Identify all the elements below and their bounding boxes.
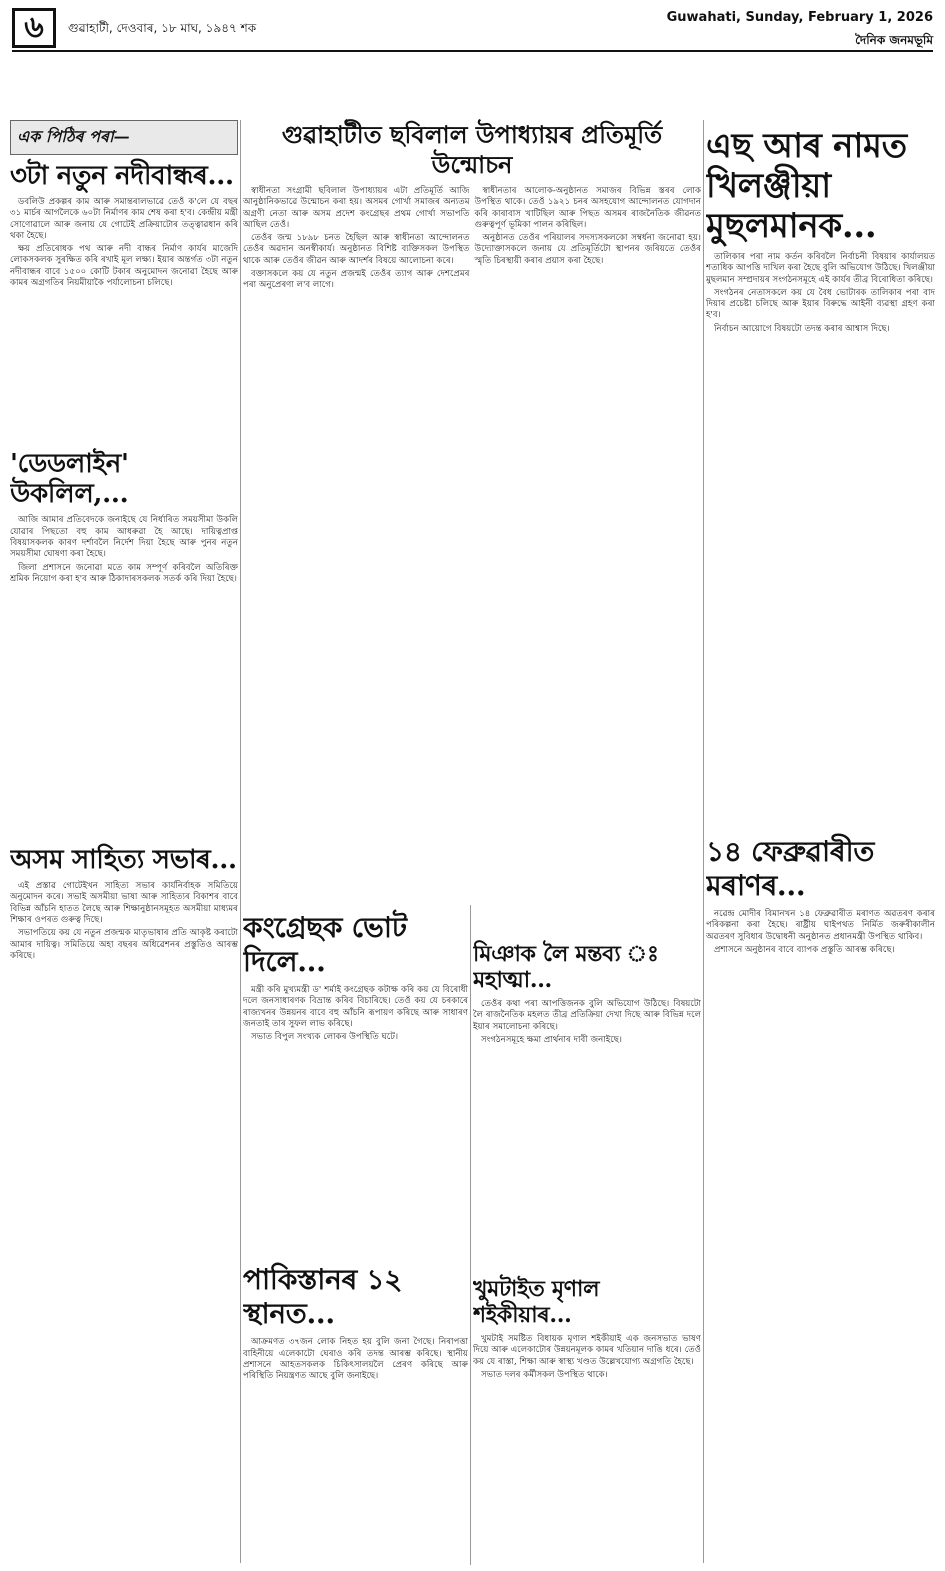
paragraph: নৱেন্দ্ৰ মোদীৰ বিমানখন ১৪ ফেব্ৰুৱাৰীত মৰাণত অৱতৰণ কৰাৰ পৰিকল্পনা কৰা হৈছে। ৰাষ্ট্ৰীয় ঘাইপথত নিৰ্মিত জৰুৰীকালীন অৱতৰণ সুবিধাৰ উদ্বোধনী অনুষ্ঠানত প্ৰধানমন্ত্ৰী উপস্থিত থাকিব।	[706, 909, 935, 942]
banner-body-left	[243, 186, 470, 294]
article-moran-landing	[706, 909, 935, 956]
column-divider	[703, 120, 704, 1563]
column-divider	[470, 905, 471, 1565]
headline-deadline: 'ডেডলাইন' উকলিল,...	[10, 449, 129, 510]
paragraph: সভাপতিয়ে কয় যে নতুন প্ৰজন্মক মাতৃভাষাৰ প্ৰতি আকৃষ্ট কৰাটো আমাৰ দায়িত্ব। সমিতিয়ে অহা বছৰৰ অধিৱেশনৰ প্ৰস্তুতিও আৰম্ভ কৰিছে।	[10, 928, 238, 961]
paragraph: ডবলিউ প্ৰকল্পৰ কাম আৰু সমান্তৰালভাৱে তেওঁ ক'লে যে বছৰ ৩১ মাৰ্চৰ আগলৈকে ৬০টা নিৰ্মাণৰ কাম শেষ কৰা হ'ব। কেন্দ্ৰীয় মন্ত্ৰী সোণোৱালে আৰু জনায় যে গোটেই প্ৰক্ৰিয়াটোৰ তত্ত্বাৱধান কৰি থকা হৈছে।	[10, 197, 238, 241]
headline-sir-muslims: এছ আৰ নামত খিলঞ্জীয়া মুছলমানক...	[706, 126, 907, 246]
paragraph: প্ৰশাসনে অনুষ্ঠানৰ বাবে ব্যাপক প্ৰস্তুতি আৰম্ভ কৰিছে।	[714, 944, 895, 955]
date-english: Guwahati, Sunday, February 1, 2026	[666, 10, 933, 25]
paragraph: আক্ৰমণত ৩৭জন লোক নিহত হয় বুলি জনা গৈছে। নিৰাপত্তা বাহিনীয়ে এলেকাটো ঘেৰাও কৰি তদন্ত আৰম্ভ কৰিছে। স্থানীয় প্ৰশাসনে আহতসকলক চিকিৎসালয়লৈ প্ৰেৰণ কৰিছে আৰু পৰিস্থিতি নিয়ন্ত্ৰণত আছে বুলি জনাইছে।	[243, 1337, 468, 1382]
headline-khumtai: খুমটাইত মৃণাল শইকীয়াৰ...	[473, 1276, 600, 1329]
paragraph: এই প্ৰস্তাৱ গোটেইখন সাহিত্য সভাৰ কাৰ্যনিৰ্বাহক সমিতিয়ে অনুমোদন কৰে। সভাই অসমীয়া ভাষা আৰু সাহিত্যৰ বিকাশৰ বাবে বিভিন্ন আঁচনি হাতত লৈছে আৰু শিক্ষানুষ্ঠানসমূহত অসমীয়া মাধ্যমৰ শিক্ষাৰ ওপৰত গুৰুত্ব দিছে।	[10, 881, 238, 926]
banner-headline: গুৱাহাটীত ছবিলাল উপাধ্যায়ৰ প্ৰতিমূৰ্তি উন্মোচন	[281, 120, 663, 179]
column-divider	[240, 120, 241, 1563]
paragraph: বক্তাসকলে কয় যে নতুন প্ৰজন্মই তেওঁৰ ত্যাগ আৰু দেশপ্ৰেমৰ পৰা অনুপ্ৰেৰণা ল'ব লাগে।	[243, 269, 470, 291]
page-number: ৬	[12, 8, 56, 48]
paragraph: সংগঠনৰ নেতাসকলে কয় যে বৈধ ভোটাৰক তালিকাৰ পৰা বাদ দিয়াৰ প্ৰচেষ্টা চলিছে আৰু ইয়াৰ বিৰুদ্ধে আইনী ব্যৱস্থা গ্ৰহণ কৰা হ'ব।	[706, 287, 935, 321]
paragraph: খুমটাই সমষ্টিত বিধায়ক মৃণাল শইকীয়াই এক জনসভাত ভাষণ দিয়ে আৰু এলেকাটোৰ উন্নয়নমূলক কামৰ খতিয়ান দাঙি ধৰে। তেওঁ কয় যে ৰাস্তা, শিক্ষা আৰু স্বাস্থ্য খণ্ডত উল্লেখযোগ্য অগ্ৰগতি হৈছে।	[473, 1334, 701, 1367]
paragraph: সংগঠনসমূহে ক্ষমা প্ৰাৰ্থনাৰ দাবী জনাইছে।	[481, 1034, 622, 1045]
date-assamese: গুৱাহাটী, দেওবাৰ, ১৮ মাঘ, ১৯৪৭ শক	[68, 21, 257, 35]
article-khumtai	[473, 1334, 701, 1381]
paragraph: স্বাধীনতা সংগ্ৰামী ছবিলাল উপাধ্যায়ৰ এটা প্ৰতিমূৰ্তি আজি আনুষ্ঠানিকভাৱে উন্মোচন কৰা হয়। অসমৰ গোৰ্খা সমাজৰ অন্যতম অগ্ৰণী নেতা আৰু অসম প্ৰদেশ কংগ্ৰেছৰ প্ৰথম গোৰ্খা সভাপতি আছিল তেওঁ।	[243, 186, 470, 230]
column-1	[10, 120, 238, 1565]
paragraph: অনুষ্ঠানত তেওঁৰ পৰিয়ালৰ সদস্যসকলকো সম্বৰ্ধনা জনোৱা হয়। উদ্যোক্তাসকলে জনায় যে প্ৰতিমূৰ্তিটো স্থাপনৰ জৰিয়তে তেওঁৰ স্মৃতি চিৰস্থায়ী কৰাৰ প্ৰয়াস কৰা হৈছে।	[474, 233, 701, 266]
paragraph: তেওঁৰ জন্ম ১৮৯৮ চনত হৈছিল আৰু স্বাধীনতা আন্দোলনত তেওঁৰ অৱদান অনস্বীকাৰ্য। অনুষ্ঠানত বিশিষ্ট ব্যক্তিসকল উপস্থিত থাকে আৰু তেওঁৰ জীৱন আৰু আদৰ্শৰ বিষয়ে আলোচনা কৰে।	[243, 233, 470, 266]
article-dams	[10, 197, 238, 289]
paragraph: আজি আমাৰ প্ৰতিবেদকে জনাইছে যে নিৰ্ধাৰিত সময়সীমা উকলি যোৱাৰ পিছতো বহু কাম আধৰুৱা হৈ আছে। দায়িত্বপ্ৰাপ্ত বিষয়াসকলক কাৰণ দৰ্শাবলৈ নিৰ্দেশ দিয়া হৈছে আৰু পুনৰ নতুন সময়সীমা ঘোষণা কৰা হৈছে।	[10, 515, 238, 560]
headline-congress: কংগ্ৰেছক ভোট দিলে...	[243, 911, 407, 978]
article-pakistan	[243, 1337, 468, 1382]
article-sir-muslims	[706, 252, 935, 335]
banner-article	[243, 120, 701, 294]
masthead-rule	[12, 50, 933, 52]
article-sahitya-sabha	[10, 881, 238, 962]
column-2-lower	[243, 905, 468, 1565]
headline-pakistan: পাকিস্তানৰ ১২ স্থানত...	[243, 1263, 403, 1331]
paragraph: জিলা প্ৰশাসনে জনোৱা মতে কাম সম্পূৰ্ণ কৰিবলৈ অতিৰিক্ত শ্ৰমিক নিয়োগ কৰা হ'ব আৰু ঠিকাদাৰসকলক সতৰ্ক কৰি দিয়া হৈছে।	[10, 562, 238, 584]
column-3-lower	[473, 935, 701, 1565]
paragraph: ক্ষয় প্ৰতিৰোধক পথ আৰু নদী বান্ধৰ নিৰ্মাণ কাৰ্যৰ মাজেদি লোকসকলক সুৰক্ষিত কৰি ৰখাই মূল লক্ষ্য। ইয়াৰ অন্তৰ্গত ৩টা নতুন নদীবান্ধৰ বাবে ১৫০০ কোটি টকাৰ অনুমোদন জনোৱা হৈছে আৰু কামৰ অগ্ৰগতিৰ নিয়মীয়াকৈ পৰ্যালোচনা চলিছে।	[10, 244, 238, 289]
banner-body-right	[475, 186, 702, 294]
paragraph: মন্ত্ৰী কৰি মুখ্যমন্ত্ৰী ড' শৰ্মাই কংগ্ৰেছক কটাক্ষ কৰি কয় যে বিৰোধী দলে জনসাধাৰণক বিভ্ৰান্ত কৰিব বিচাৰিছে। তেওঁ কয় যে চৰকাৰে ৰাজ্যখনৰ উন্নয়নৰ বাবে বহু আঁচনি ৰূপায়ণ কৰিছে আৰু সাধাৰণ জনতাই তাৰ সুফল লাভ কৰিছে।	[243, 985, 468, 1029]
article-congress	[243, 985, 468, 1043]
paragraph: সভাত দলৰ কৰ্মীসকল উপস্থিত থাকে।	[481, 1370, 608, 1381]
headline-moran-landing: ১৪ ফেব্ৰুৱাৰীত মৰাণৰ...	[706, 835, 875, 903]
masthead	[8, 6, 937, 102]
column-4	[706, 120, 935, 1565]
headline-sahitya-sabha: অসম সাহিত্য সভাৰ...	[10, 845, 237, 876]
paragraph: তালিকাৰ পৰা নাম কৰ্তন কৰিবলৈ নিৰ্বাচনী বিষয়াৰ কাৰ্যালয়ত শতাধিক আপত্তি দাখিল কৰা হৈছে বুলি অভিযোগ উঠিছে। খিলঞ্জীয়া মুছলমান সম্প্ৰদায়ৰ সংগঠনসমূহে এই কাৰ্যৰ তীব্ৰ বিৰোধিতা কৰিছে।	[706, 252, 935, 285]
paragraph: স্বাধীনতাৰ আলোক-অনুষ্ঠানত সমাজৰ বিভিন্ন স্তৰৰ লোক উপস্থিত থাকে। তেওঁ ১৯২১ চনৰ অসহযোগ আন্দোলনত যোগদান কৰি কাৰাবাস খাটিছিল আৰু পিছত অসমৰ ৰাজনৈতিক জীৱনত গুৰুত্বপূৰ্ণ ভূমিকা পালন কৰিছিল।	[474, 186, 701, 230]
paragraph: তেওঁৰ কথা পৰা আপত্তিজনক বুলি অভিযোগ উঠিছে। বিষয়টো লৈ ৰাজনৈতিক মহলত তীব্ৰ প্ৰতিক্ৰিয়া দেখা দিছে আৰু বিভিন্ন দলে ইয়াৰ সমালোচনা কৰিছে।	[473, 999, 701, 1032]
headline-miya-remark: মিঞাক লৈ মন্তব্য ঃ মহাত্মা...	[473, 941, 659, 993]
headline-dams: ৩টা নতুন নদীবান্ধৰ...	[10, 161, 234, 191]
paragraph: সভাত বিপুল সংখ্যক লোকৰ উপস্থিতি ঘটে।	[251, 1032, 399, 1043]
article-deadline	[10, 515, 238, 585]
article-miya-remark	[473, 999, 701, 1046]
section-tag: এক পিঠিৰ পৰা—	[10, 120, 238, 155]
paper-name: দৈনিক জনমভূমি	[855, 33, 933, 47]
paragraph: নিৰ্বাচন আয়োগে বিষয়টো তদন্ত কৰাৰ আশ্বাস দিছে।	[714, 323, 890, 334]
